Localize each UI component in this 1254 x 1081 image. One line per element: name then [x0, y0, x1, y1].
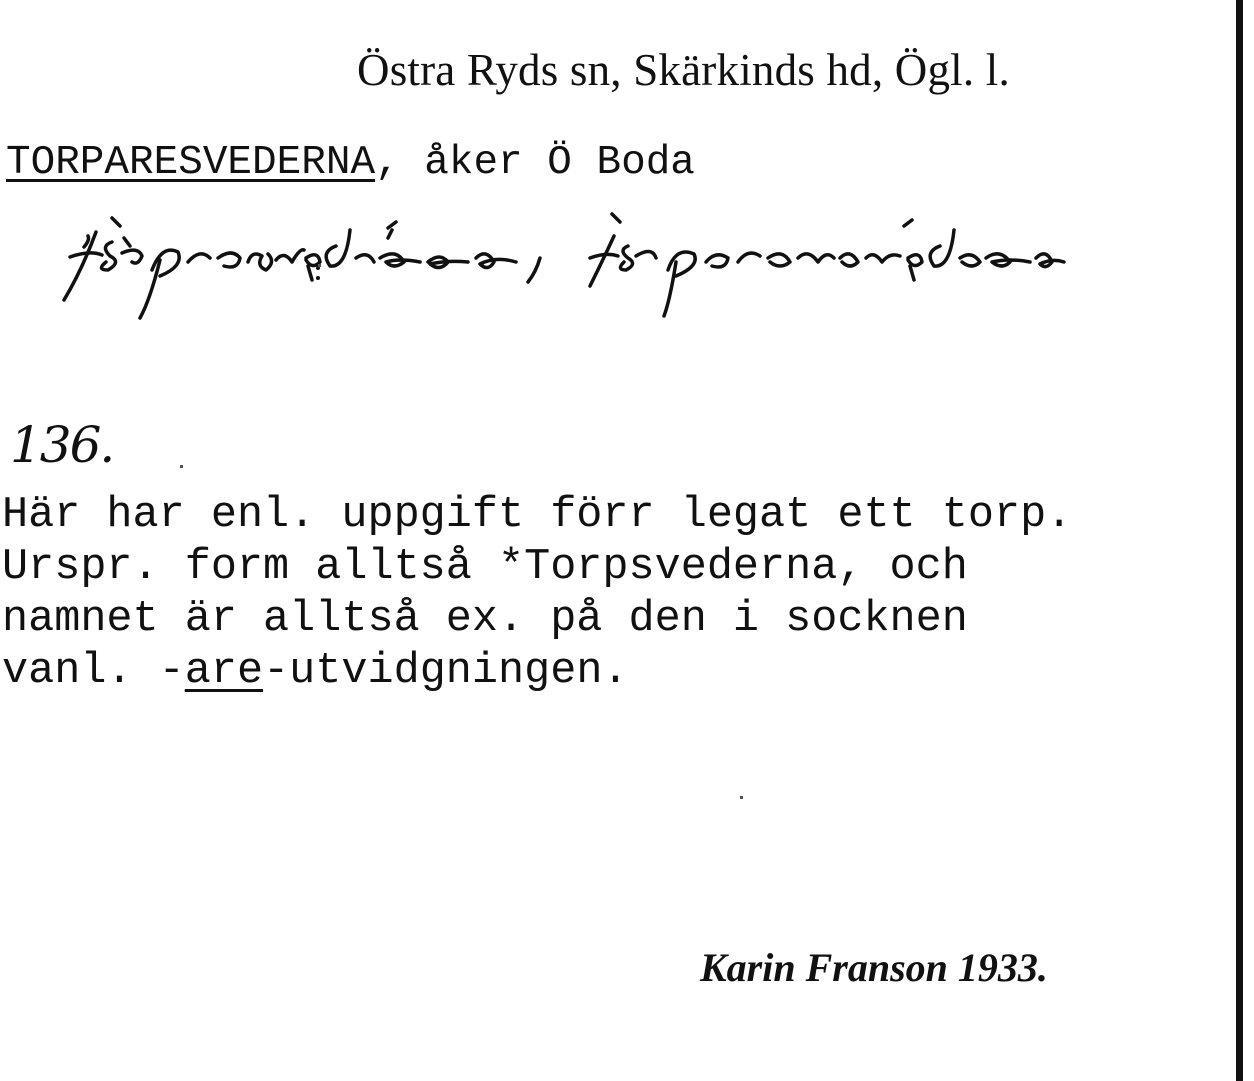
headword: TORPARESVEDERNA	[6, 140, 376, 186]
card-number: 136.	[10, 416, 114, 474]
scan-speck	[740, 796, 743, 799]
scan-speck	[180, 465, 183, 468]
scan-speck	[318, 264, 321, 267]
underlined-suffix: are	[184, 647, 264, 696]
card-body-text	[2, 490, 1232, 698]
signature: Karin Franson 1933.	[700, 945, 1048, 990]
body-line-4-end: -utvidgningen.	[263, 647, 629, 696]
body-line-1: Här har enl. uppgift förr legat ett torp.	[2, 491, 1073, 540]
body-line-2: Urspr. form alltså *Torpsvederna, och	[2, 543, 968, 592]
body-line-4	[2, 646, 1232, 698]
headword-description: , åker Ö Boda	[375, 140, 695, 186]
body-line-4-start: vanl. -	[2, 647, 185, 696]
body-line-3: namnet är alltså ex. på den i socknen	[2, 595, 968, 644]
parish-heading: Östra Ryds sn, Skärkinds hd, Ögl. l.	[357, 45, 1010, 95]
